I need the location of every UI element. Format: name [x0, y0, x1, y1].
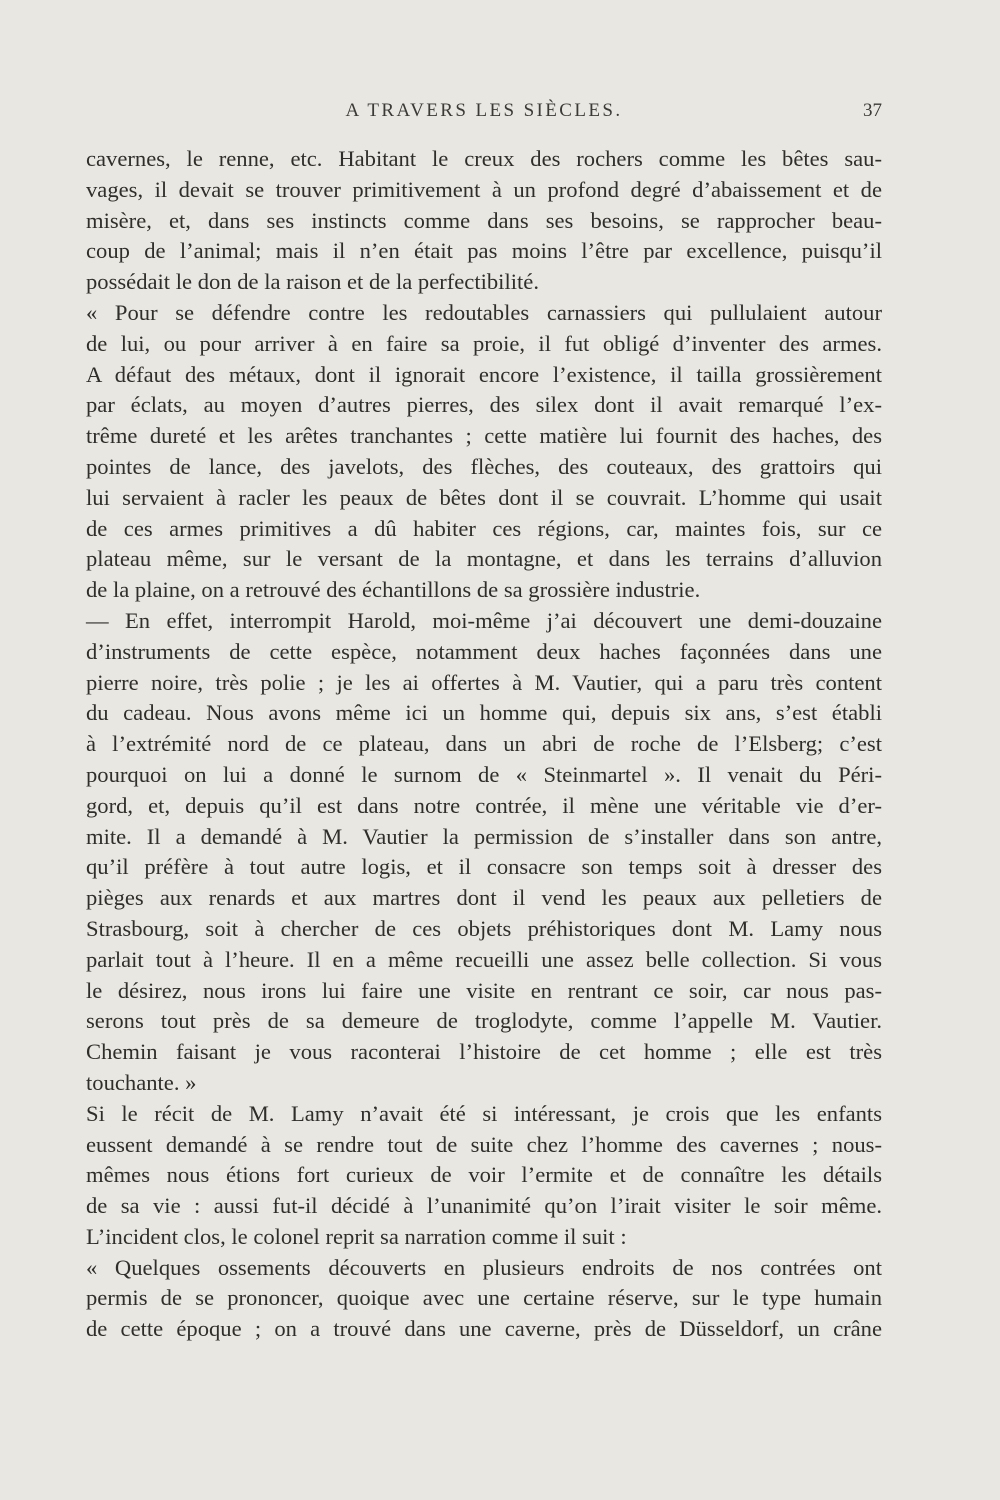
- text-line: Si le récit de M. Lamy n’avait été si intéressant, je crois que les enfants: [86, 1100, 882, 1126]
- text-line: coup de l’animal; mais il n’en était pas moins l’être par excellence, puisqu’il: [86, 238, 882, 264]
- text-line: permis de se prononcer, quoique avec une certaine réserve, sur le type humain: [86, 1285, 882, 1311]
- text-line: par éclats, au moyen d’autres pierres, des silex dont il avait remarqué l’ex-: [86, 392, 882, 418]
- text-line: mêmes nous étions fort curieux de voir l’ermite et de connaître les détails: [86, 1162, 882, 1188]
- text-line: de ces armes primitives a dû habiter ces régions, car, maintes fois, sur ce: [86, 515, 882, 541]
- text-line: de sa vie : aussi fut-il décidé à l’unanimité qu’on l’irait visiter le soir même.: [86, 1193, 882, 1219]
- text-line: A défaut des métaux, dont il ignorait encore l’existence, il tailla grossièrement: [86, 361, 882, 387]
- text-line: Strasbourg, soit à chercher de ces objets préhistoriques dont M. Lamy nous: [86, 915, 882, 941]
- running-head: [86, 100, 882, 130]
- text-line: gord, et, depuis qu’il est dans notre contrée, il mène une véritable vie d’er-: [86, 792, 882, 818]
- text-line: parlait tout à l’heure. Il en a même recueilli une assez belle collection. Si vous: [86, 946, 882, 972]
- text-line: touchante. »: [86, 1069, 197, 1095]
- text-line: eussent demandé à se rendre tout de suite chez l’homme des cavernes ; nous-: [86, 1131, 882, 1157]
- text-line: mite. Il a demandé à M. Vautier la permission de s’installer dans son antre,: [86, 823, 882, 849]
- text-line: « Pour se défendre contre les redoutables carnassiers qui pullulaient autour: [86, 299, 882, 325]
- text-line: misère, et, dans ses instincts comme dans ses besoins, se rapprocher beau-: [86, 207, 882, 233]
- text-line: à l’extrémité nord de ce plateau, dans un abri de roche de l’Elsberg; c’est: [86, 731, 882, 757]
- body-text: [86, 144, 882, 1345]
- text-line: serons tout près de sa demeure de troglodyte, comme l’appelle M. Vautier.: [86, 1008, 882, 1034]
- text-line: le désirez, nous irons lui faire une visite en rentrant ce soir, car nous pas-: [86, 977, 882, 1003]
- text-line: pourquoi on lui a donné le surnom de « Steinmartel ». Il venait du Péri-: [86, 761, 882, 787]
- text-line: de la plaine, on a retrouvé des échantillons de sa grossière industrie.: [86, 577, 701, 603]
- running-title: A TRAVERS LES SIÈCLES.: [345, 100, 623, 121]
- text-line: lui servaient à racler les peaux de bêtes dont il se couvrait. L’homme qui usait: [86, 484, 882, 510]
- text-line: plateau même, sur le versant de la montagne, et dans les terrains d’alluvion: [86, 546, 882, 572]
- text-line: du cadeau. Nous avons même ici un homme qui, depuis six ans, s’est établi: [86, 700, 882, 726]
- text-line: cavernes, le renne, etc. Habitant le creux des rochers comme les bêtes sau-: [86, 146, 882, 171]
- text-line: d’instruments de cette espèce, notamment deux haches façonnées dans une: [86, 638, 882, 664]
- page-number: 37: [863, 100, 882, 121]
- text-line: de cette époque ; on a trouvé dans une caverne, près de Düsseldorf, un crâne: [86, 1316, 882, 1342]
- text-line: — En effet, interrompit Harold, moi-même j’ai découvert une demi-douzaine: [86, 607, 882, 633]
- text-line: « Quelques ossements découverts en plusieurs endroits de nos contrées ont: [86, 1254, 882, 1280]
- text-line: Chemin faisant je vous raconterai l’histoire de cet homme ; elle est très: [86, 1039, 882, 1065]
- text-line: pierre noire, très polie ; je les ai offertes à M. Vautier, qui a paru très content: [86, 669, 882, 695]
- text-line: pièges aux renards et aux martres dont il vend les peaux aux pelletiers de: [86, 885, 882, 911]
- text-line: trême dureté et les arêtes tranchantes ; cette matière lui fournit des haches, des: [86, 423, 882, 449]
- text-line: qu’il préfère à tout autre logis, et il consacre son temps soit à dresser des: [86, 854, 882, 880]
- text-line: pointes de lance, des javelots, des flèches, des couteaux, des grattoirs qui: [86, 453, 882, 479]
- text-line: L’incident clos, le colonel reprit sa narration comme il suit :: [86, 1223, 627, 1249]
- text-line: de lui, ou pour arriver à en faire sa proie, il fut obligé d’inventer des armes.: [86, 330, 882, 356]
- text-line: vages, il devait se trouver primitivement à un profond degré d’abaissement et de: [86, 176, 882, 202]
- text-line: possédait le don de la raison et de la perfectibilité.: [86, 269, 539, 295]
